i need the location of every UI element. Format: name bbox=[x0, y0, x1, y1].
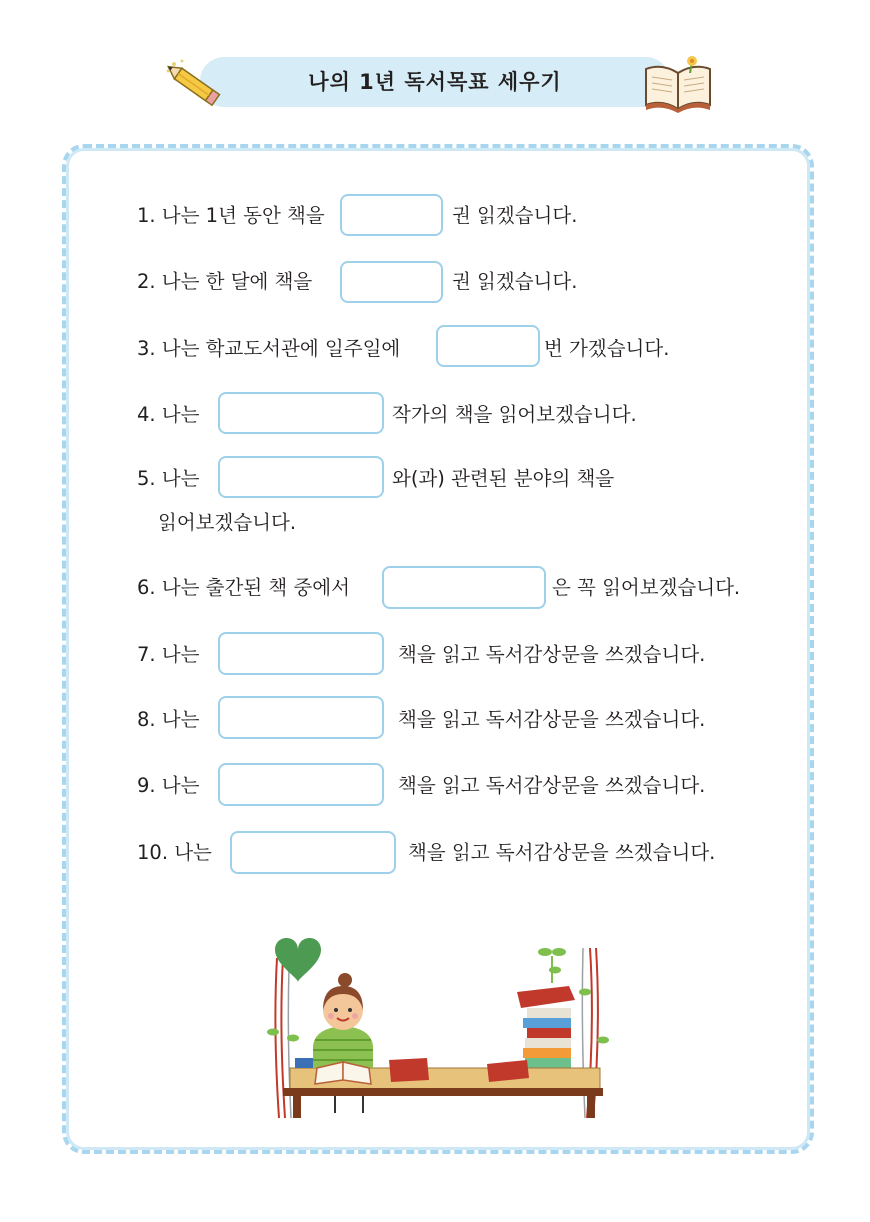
goal-7-text-after: 책을 읽고 독서감상문을 쓰겠습니다. bbox=[398, 643, 706, 666]
goal-2-input[interactable] bbox=[340, 261, 443, 303]
goal-10-text-before: 10. 나는 bbox=[137, 841, 212, 864]
goal-4-text-after: 작가의 책을 읽어보겠습니다. bbox=[392, 403, 637, 426]
goal-4-text-before: 4. 나는 bbox=[137, 403, 200, 426]
goal-8-text-after: 책을 읽고 독서감상문을 쓰겠습니다. bbox=[398, 708, 706, 731]
goal-6-text-before: 6. 나는 출간된 책 중에서 bbox=[137, 576, 350, 599]
goal-9-text-before: 9. 나는 bbox=[137, 774, 200, 797]
goal-5-text-after: 와(과) 관련된 분야의 책을 bbox=[392, 467, 615, 490]
goal-9-input[interactable] bbox=[218, 763, 384, 806]
goal-5-text-continued: 읽어보겠습니다. bbox=[158, 511, 297, 534]
page-title: 나의 1년 독서목표 세우기 bbox=[308, 70, 562, 94]
goal-2-text-before: 2. 나는 한 달에 책을 bbox=[137, 270, 313, 293]
goal-5-text-before: 5. 나는 bbox=[137, 467, 200, 490]
goal-10-input[interactable] bbox=[230, 831, 396, 874]
goal-8-text-before: 8. 나는 bbox=[137, 708, 200, 731]
goal-3-text-before: 3. 나는 학교도서관에 일주일에 bbox=[137, 337, 401, 360]
girl-reading-at-desk-illustration bbox=[265, 928, 610, 1123]
goal-3-text-after: 번 가겠습니다. bbox=[544, 337, 670, 360]
pencil-icon bbox=[160, 56, 230, 116]
goal-3-input[interactable] bbox=[436, 325, 540, 367]
goal-6-input[interactable] bbox=[382, 566, 546, 609]
goal-1-text-before: 1. 나는 1년 동안 책을 bbox=[137, 204, 325, 227]
goal-1-text-after: 권 읽겠습니다. bbox=[452, 204, 578, 227]
goal-7-input[interactable] bbox=[218, 632, 384, 675]
goal-1-input[interactable] bbox=[340, 194, 443, 236]
goal-10-text-after: 책을 읽고 독서감상문을 쓰겠습니다. bbox=[408, 841, 716, 864]
goal-9-text-after: 책을 읽고 독서감상문을 쓰겠습니다. bbox=[398, 774, 706, 797]
goal-6-text-after: 은 꼭 읽어보겠습니다. bbox=[552, 576, 741, 599]
goal-4-input[interactable] bbox=[218, 392, 384, 434]
goal-2-text-after: 권 읽겠습니다. bbox=[452, 270, 578, 293]
goal-7-text-before: 7. 나는 bbox=[137, 643, 200, 666]
goal-8-input[interactable] bbox=[218, 696, 384, 739]
goal-5-input[interactable] bbox=[218, 456, 384, 498]
open-book-icon bbox=[640, 55, 716, 115]
